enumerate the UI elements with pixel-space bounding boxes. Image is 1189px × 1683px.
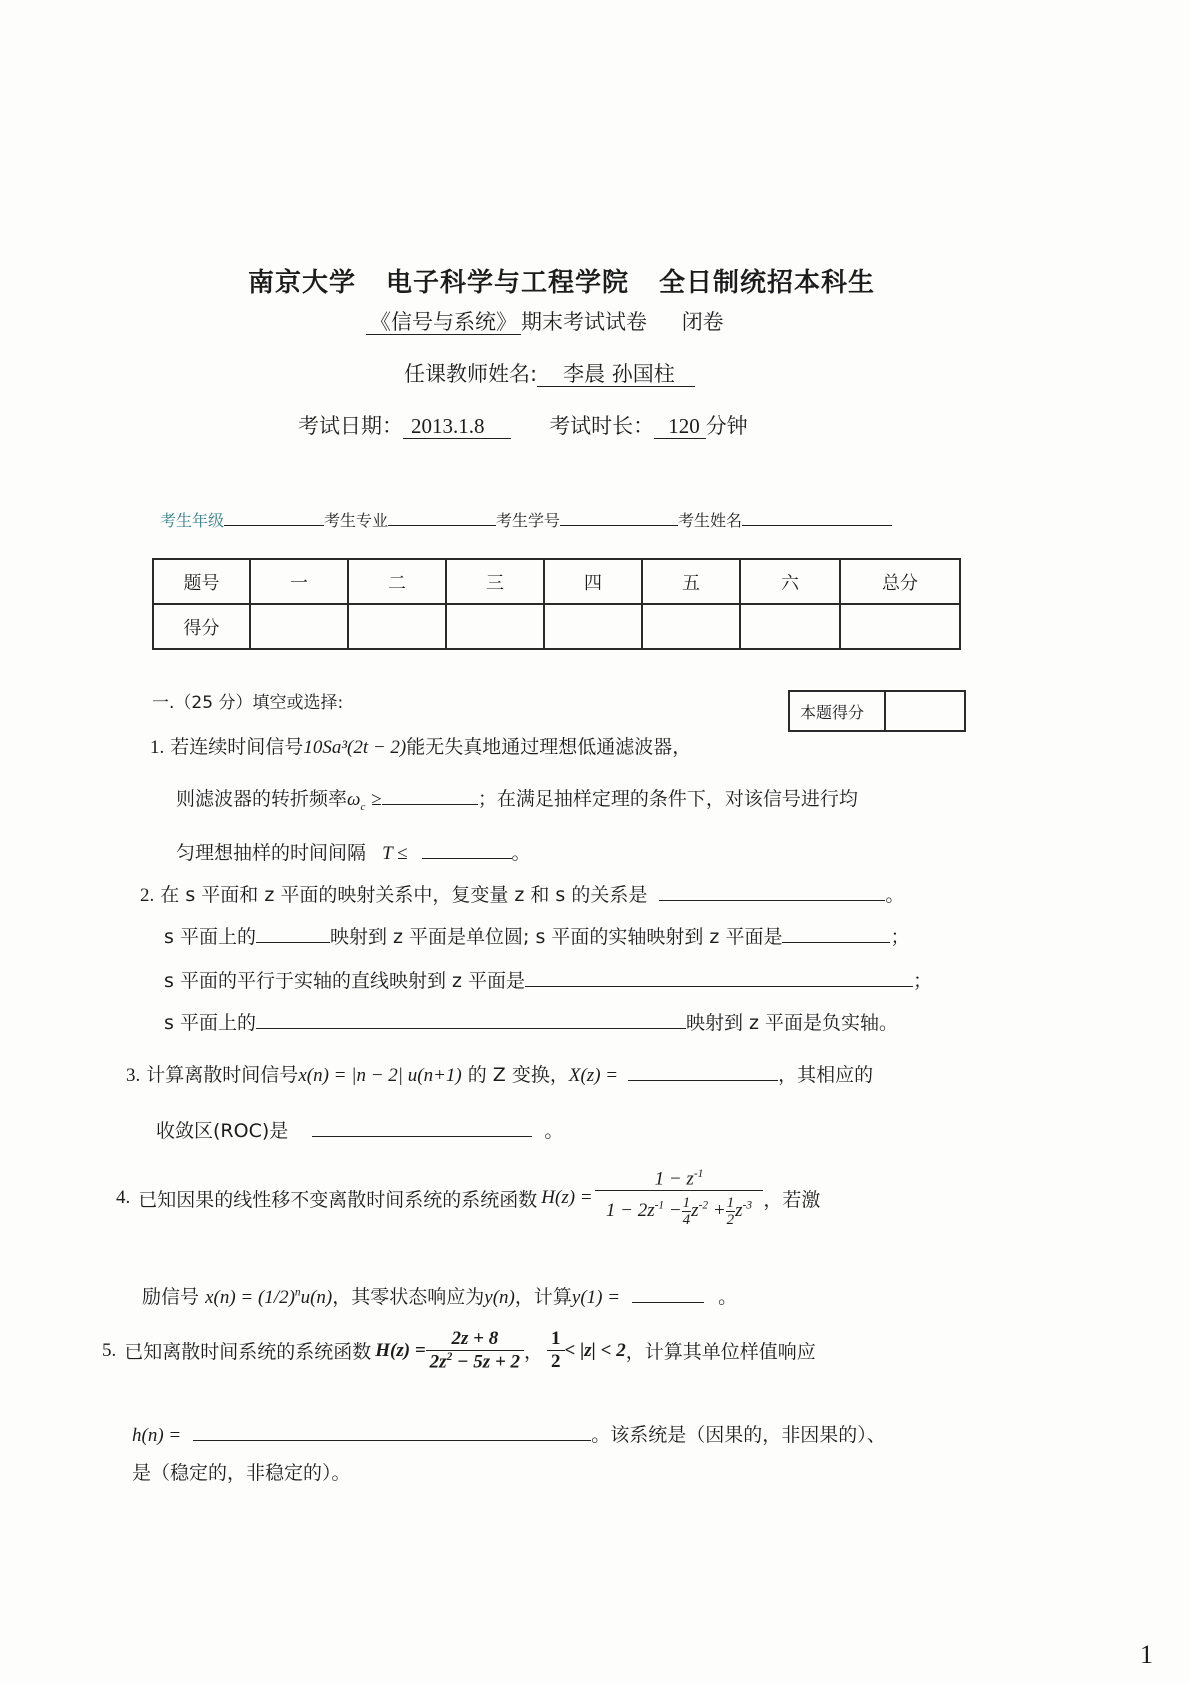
duration-unit: 分钟: [705, 414, 748, 438]
school-name: 电子科学与工程学院: [386, 268, 630, 298]
q5-roc-fraction: $\frac{1}{2}$: [547, 1328, 565, 1373]
q4-text-b: ，若激: [763, 1188, 821, 1211]
q5-numerator: 2z + 8: [426, 1328, 524, 1351]
col-header-4: 四: [544, 559, 642, 604]
q1-geq: ≥: [371, 789, 382, 810]
q3-text-c: ，其相应的: [778, 1064, 874, 1086]
score-cell-2[interactable]: [348, 604, 446, 649]
q1-signal-expr: 10Sa³(2t − 2): [303, 737, 407, 758]
grade-label: 考生年级: [160, 511, 225, 530]
col-header-1: 一: [250, 559, 348, 604]
col-header-2: 二: [348, 559, 446, 604]
score-cell-3[interactable]: [446, 604, 544, 649]
question-2-line-2: [164, 922, 909, 949]
exam-date-line: [298, 410, 748, 440]
q3-number: 3.: [126, 1065, 141, 1086]
q2-blank-parallel-line[interactable]: [525, 967, 913, 987]
q4-number: 4.: [116, 1187, 131, 1209]
q2-text-d: s 平面的平行于实轴的直线映射到 z 平面是: [164, 970, 525, 992]
question-1-line-3: [176, 838, 531, 865]
q2-text-a: 在 s 平面和 z 平面的映射关系中，复变量 z 和 s 的关系是: [160, 884, 648, 906]
q5-transfer-function: [426, 1328, 524, 1373]
q4-text-a: 已知因果的线性移不变离散时间系统的系统函数: [138, 1188, 538, 1211]
section-score-value[interactable]: [885, 691, 965, 731]
student-info-line: [160, 508, 892, 531]
q5-number: 5.: [102, 1339, 117, 1361]
q4-text-c: 励信号: [142, 1286, 200, 1308]
q3-end: 。: [544, 1120, 564, 1142]
major-field[interactable]: [388, 509, 496, 526]
q1-text-c: 则滤波器的转折频率: [176, 788, 348, 810]
question-1-line-1: [150, 732, 691, 759]
q5-roc: < |z| < 2: [564, 1339, 626, 1361]
col-header-5: 五: [642, 559, 740, 604]
q4-text-d: ，其零状态响应为: [332, 1286, 485, 1308]
q4-transfer-function: [595, 1168, 764, 1228]
q4-numerator: $1 - z^{-1}$: [595, 1168, 764, 1191]
duration-label: 考试时长：: [549, 414, 655, 438]
q1-text-b: 能无失真地通过理想低通滤波器，: [406, 736, 692, 758]
q2-blank-unit-circle[interactable]: [256, 923, 330, 943]
q2-text-c: 映射到 z 平面是单位圆; s 平面的实轴映射到 z 平面是: [329, 926, 783, 948]
row-header-score: 得分: [153, 604, 250, 649]
question-5-line-1: 5. 已知离散时间系统的系统函数 H(z) = $\frac{2z + 8}{2z^2 - 5z + 2}$ ， $\frac{1}{2}$ < |z| < 2 ，计算其单位样值响应: [102, 1328, 816, 1373]
question-4-line-2: [142, 1282, 737, 1309]
q1-omega: ω: [347, 789, 361, 810]
q4-Hz: H(z) =: [541, 1187, 593, 1209]
q1-blank-cutoff[interactable]: [382, 785, 478, 805]
q1-T-expr: T ≤: [382, 843, 408, 864]
teacher-label: 任课教师姓名:: [404, 362, 538, 386]
grade-field[interactable]: [224, 509, 324, 526]
student-id-field[interactable]: [560, 509, 678, 526]
col-header-3: 三: [446, 559, 544, 604]
q4-denominator: $1 - 2z^{-1}$ − $\frac{1}{4}$ $z^{-2}$ + $\frac{1}{2}$ $z^{-3}$: [605, 1195, 753, 1229]
row-header-question-no: 题号: [153, 559, 250, 604]
question-2-line-3: [164, 966, 932, 993]
q1-text-a: 若连续时间信号: [170, 736, 304, 758]
exam-type: 期末考试试卷: [521, 310, 647, 334]
q3-Xz: X(z) =: [568, 1065, 619, 1086]
exam-subtitle: [366, 306, 724, 336]
student-name-label: 考生姓名: [678, 511, 743, 530]
page-number: 1: [1140, 1640, 1153, 1669]
question-3-line-1: [126, 1060, 873, 1087]
student-id-label: 考生学号: [496, 511, 561, 530]
q4-blank-y1[interactable]: [632, 1283, 704, 1303]
question-2-line-1: [140, 880, 904, 907]
q4-end: 。: [718, 1286, 738, 1308]
university-name: 南京大学: [248, 268, 357, 298]
section-score-box: [788, 690, 966, 732]
date-value: 2013.1.8: [403, 414, 511, 439]
score-table-header-row: [153, 559, 960, 604]
teacher-line: [404, 358, 695, 388]
q1-end: 。: [511, 842, 531, 864]
teacher-names: 李晨 孙国柱: [537, 362, 695, 387]
closed-book-label: 闭卷: [681, 310, 724, 334]
duration-value: 120: [654, 414, 706, 439]
q5-blank-hn[interactable]: [193, 1421, 591, 1441]
q2-text-f: 映射到 z 平面是负实轴。: [685, 1012, 899, 1034]
question-1-line-2: [176, 784, 858, 813]
q3-roc-label: 收敛区(ROC)是: [156, 1120, 289, 1142]
date-label: 考试日期：: [298, 414, 403, 438]
q1-text-d: ；在满足抽样定理的条件下，对该信号进行均: [477, 788, 858, 810]
question-5-line-3: 是（稳定的，非稳定的）。: [132, 1462, 351, 1484]
q1-number: 1.: [150, 737, 165, 758]
q2-blank-relation[interactable]: [659, 881, 885, 901]
score-table: [152, 558, 961, 650]
q5-hn: h(n) =: [132, 1425, 182, 1446]
q3-blank-roc[interactable]: [312, 1117, 532, 1137]
q4-y1: y(1) =: [571, 1287, 621, 1308]
q1-text-e: 匀理想抽样的时间间隔: [176, 842, 367, 864]
q4-text-e: ，计算: [514, 1286, 572, 1308]
score-table-score-row: [153, 604, 960, 649]
score-cell-total[interactable]: [840, 604, 960, 649]
q5-Hz: H(z) =: [375, 1339, 426, 1361]
q2-end-b: ；: [890, 926, 910, 948]
score-cell-5[interactable]: [642, 604, 740, 649]
major-label: 考生专业: [324, 511, 389, 530]
course-name: 《信号与系统》: [366, 310, 521, 335]
q3-blank-z-transform[interactable]: [628, 1061, 778, 1081]
q2-end-c: ；: [913, 970, 933, 992]
q2-number: 2.: [140, 885, 155, 906]
q1-blank-interval[interactable]: [422, 839, 512, 859]
question-5-line-2: [132, 1420, 886, 1447]
q5-denominator: $2z^2 - 5z + 2$: [429, 1351, 521, 1373]
q5-text-b: ，计算其单位样值响应: [625, 1341, 816, 1364]
q2-end-a: 。: [885, 884, 905, 906]
question-3-line-2: [156, 1116, 563, 1143]
q4-input-expr: $x(n) = (1/2)^nu(n)$: [205, 1286, 333, 1308]
q2-text-e: s 平面上的: [164, 1012, 256, 1034]
col-header-6: 六: [740, 559, 840, 604]
score-cell-1[interactable]: [250, 604, 348, 649]
question-4-line-1: [116, 1168, 820, 1228]
student-name-field[interactable]: [742, 509, 892, 526]
question-2-line-4: [164, 1008, 898, 1035]
q5-text-c: 。该系统是（因果的，非因果的）、: [591, 1424, 886, 1446]
exam-header-title: [248, 262, 905, 299]
col-header-total: 总分: [840, 559, 960, 604]
q5-text-a: 已知离散时间系统的系统函数: [124, 1341, 372, 1364]
q4-yn: y(n): [484, 1287, 515, 1308]
q3-signal-expr: x(n) = |n − 2| u(n+1): [298, 1065, 462, 1086]
section-score-label: 本题得分: [789, 691, 885, 731]
q1-omega-sub: c: [360, 800, 366, 813]
q2-text-b: s 平面上的: [164, 926, 256, 948]
q3-text-b: 的 Z 变换，: [467, 1064, 569, 1086]
section-1-title: 一.（25 分）填空或选择:: [152, 693, 344, 713]
score-cell-4[interactable]: [544, 604, 642, 649]
program-name: 全日制统招本科生: [659, 268, 876, 298]
q2-blank-real-axis[interactable]: [782, 923, 890, 943]
q2-blank-negative-axis[interactable]: [256, 1009, 686, 1029]
q3-text-a: 计算离散时间信号: [146, 1064, 299, 1086]
score-cell-6[interactable]: [740, 604, 840, 649]
